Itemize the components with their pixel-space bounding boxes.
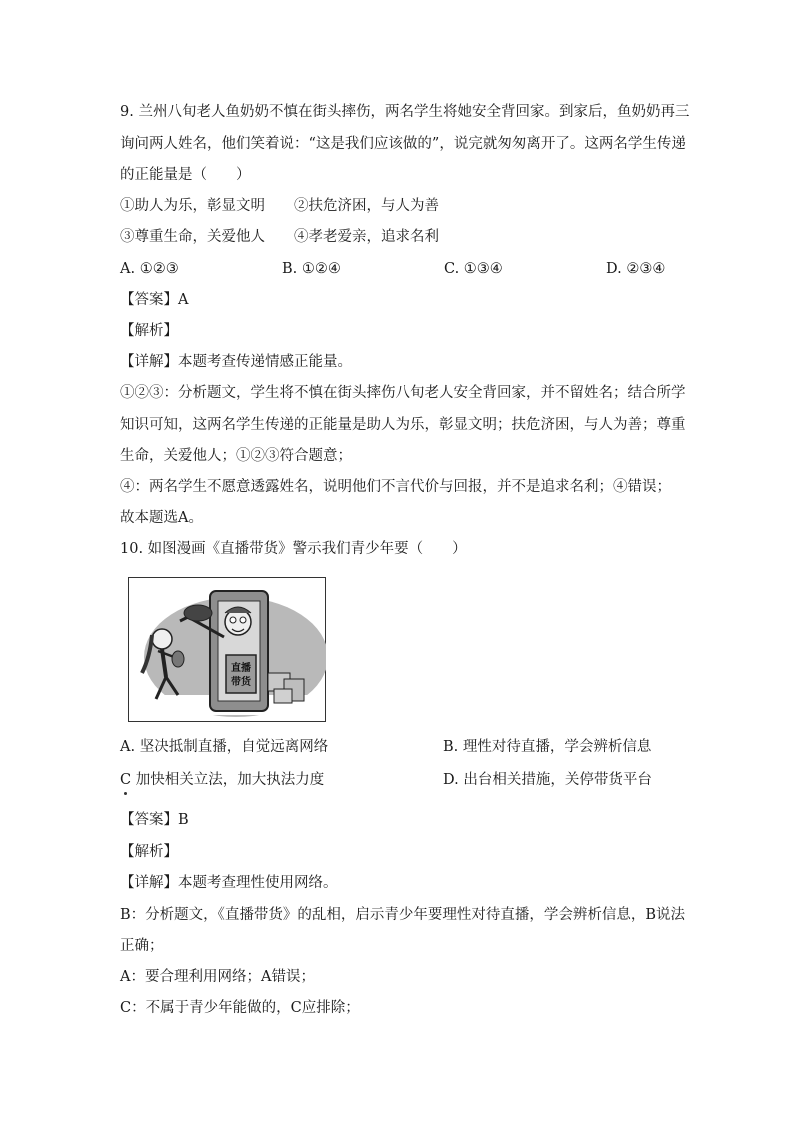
stray-dot-mark	[124, 792, 127, 795]
q10-option-a: A. 坚决抵制直播，自觉远离网络	[120, 739, 329, 755]
q10-explanation-b-line-1: B：分析题文，《直播带货》的乱相，启示青少年要理性对待直播，学会辨析信息，B说法	[120, 907, 686, 923]
q10-analysis-title: 【解析】	[120, 844, 178, 860]
live-streaming-cartoon	[128, 577, 326, 722]
q9-explanation-line-2: 知识可知，这两名学生传递的正能量是助人为乐，彰显文明；扶危济困，与人为善；尊重	[120, 417, 686, 433]
cartoon-sign-text-2: 带货	[231, 677, 251, 688]
q9-answer: 【答案】A	[120, 292, 189, 308]
q9-option-b: B. ①②④	[282, 261, 341, 277]
q10-stem: 10. 如图漫画《直播带货》警示我们青少年要（ ）	[120, 541, 467, 557]
q9-option-a: A. ①②③	[120, 261, 179, 277]
q9-item-2: ②扶危济困，与人为善	[294, 198, 439, 214]
q9-item-4: ④孝老爱亲，追求名利	[294, 229, 439, 245]
q10-option-b: B. 理性对待直播，学会辨析信息	[443, 739, 652, 755]
q9-analysis-title: 【解析】	[120, 323, 178, 339]
q9-stem-line-3: 的正能量是（ ）	[120, 167, 251, 183]
q9-explanation-line-1: ①②③：分析题文，学生将不慎在街头摔伤八旬老人安全背回家，并不留姓名；结合所学	[120, 385, 686, 401]
q9-stem-line-1: 9. 兰州八旬老人鱼奶奶不慎在街头摔伤，两名学生将她安全背回家。到家后，鱼奶奶再三	[120, 104, 690, 120]
q9-detail: 【详解】本题考查传递情感正能量。	[120, 354, 352, 370]
q10-explanation-b-line-2: 正确；	[120, 938, 164, 954]
q10-explanation-a: A：要合理利用网络；A错误；	[120, 969, 315, 985]
q9-conclusion: 故本题选A。	[120, 510, 203, 526]
cartoon-sign-text-1: 直播	[231, 663, 251, 674]
q10-answer: 【答案】B	[120, 812, 189, 828]
q10-option-c: C 加快相关立法，加大执法力度	[120, 772, 325, 788]
q10-option-d: D. 出台相关措施，关停带货平台	[443, 772, 652, 788]
q9-explanation-line-4: ④：两名学生不愿意透露姓名，说明他们不言代价与回报，并不是追求名利；④错误；	[120, 479, 671, 495]
q9-option-d: D. ②③④	[606, 261, 666, 277]
q9-item-1: ①助人为乐，彰显文明	[120, 198, 265, 214]
q9-stem-line-2: 询问两人姓名，他们笑着说：“这是我们应该做的”，说完就匆匆离开了。这两名学生传递	[120, 136, 686, 152]
q10-detail: 【详解】本题考查理性使用网络。	[120, 875, 338, 891]
q10-explanation-c: C：不属于青少年能做的，C应排除；	[120, 1000, 360, 1016]
q9-option-c: C. ①③④	[444, 261, 503, 277]
q9-item-3: ③尊重生命，关爱他人	[120, 229, 265, 245]
q9-explanation-line-3: 生命，关爱他人；①②③符合题意；	[120, 448, 352, 464]
